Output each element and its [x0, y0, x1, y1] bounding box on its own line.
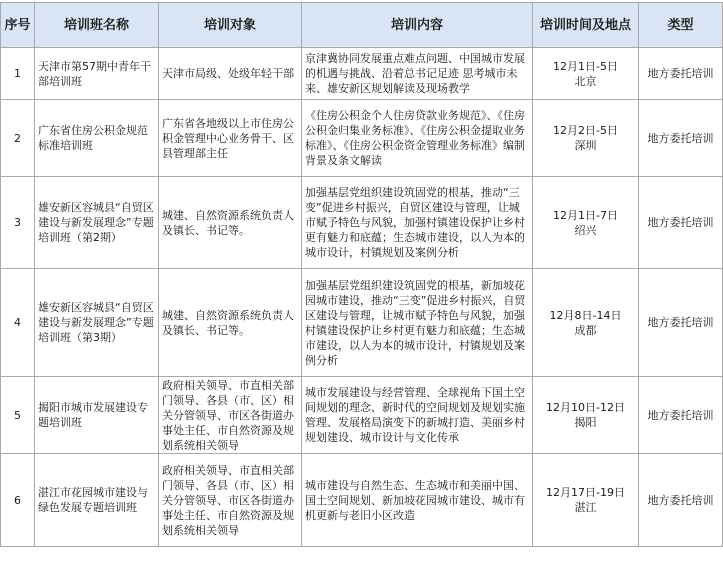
table-row — [1, 177, 723, 269]
cell-content: 城市建设与自然生态、生态城市和美丽中国、国土空间规划、新加坡花园城市建设、城市有机更新与老旧小区改造 — [302, 454, 533, 547]
cell-class-name: 广东省住房公积金规范标准培训班 — [35, 100, 159, 177]
cell-no: 2 — [1, 100, 35, 177]
cell-target: 广东省各地级以上市住房公积金管理中心业务骨干、区县管理部主任 — [159, 100, 302, 177]
training-schedule-table — [0, 2, 723, 547]
cell-type: 地方委托培训 — [639, 377, 723, 454]
cell-type: 地方委托培训 — [639, 177, 723, 269]
cell-content: 城市发展建设与经营管理、全球视角下国土空间规划的理念、新时代的空间规划及规划实施管理、发展格局演变下的新城打造、美丽乡村规划建设、城市设计与文化传承 — [302, 377, 533, 454]
cell-no: 3 — [1, 177, 35, 269]
cell-time-place — [533, 177, 639, 269]
cell-no: 6 — [1, 454, 35, 547]
header-type: 类型 — [639, 3, 723, 48]
cell-content: 加强基层党组织建设筑固党的根基，推动“三变”促进乡村振兴，自贸区建设与管理，让城市赋予特色与风貌，加强村镇建设保护让乡村更有魅力和底蕴；生态城市建设，以人为本的城市设计，村镇规划及案例分析 — [302, 177, 533, 269]
cell-place: 深圳 — [574, 139, 597, 152]
cell-time-place — [533, 100, 639, 177]
cell-target: 天津市局级、处级年轻干部 — [159, 48, 302, 100]
cell-place: 北京 — [574, 74, 597, 88]
cell-date: 12月10日-12日 — [546, 401, 625, 414]
header-time-place: 培训时间及地点 — [533, 3, 639, 48]
header-class-name: 培训班名称 — [35, 3, 159, 48]
cell-content: 《住房公积金个人住房贷款业务规范》、《住房公积金归集业务标准》、《住房公积金提取业务标准》、《住房公积金资金管理业务标准》编制背景及条文解读 — [302, 100, 533, 177]
cell-class-name: 雄安新区容城县“自贸区建设与新发展理念”专题培训班（第3期） — [35, 269, 159, 377]
cell-content: 加强基层党组织建设筑固党的根基，新加坡花园城市建设，推动“三变”促进乡村振兴，自贸区建设与管理，让城市赋予特色与风貌，加强村镇建设保护让乡村更有魅力和底蕴；生态城市建设，以人为本的城市设计，村镇规划及案例分析 — [302, 269, 533, 377]
table-row — [1, 377, 723, 454]
cell-time-place — [533, 269, 639, 377]
cell-date: 12月1日-5日 — [553, 59, 618, 73]
cell-place: 成都 — [574, 323, 597, 337]
table-row — [1, 454, 723, 547]
cell-content: 京津冀协同发展重点难点问题、中国城市发展的机遇与挑战、沿着总书记足迹 思考城市未来、雄安新区规划解读及现场教学 — [302, 48, 533, 100]
cell-type: 地方委托培训 — [639, 269, 723, 377]
cell-place: 揭阳 — [574, 416, 597, 429]
table-row — [1, 48, 723, 100]
cell-target: 政府相关领导、市直相关部门领导、各县（市、区）相关分管领导、市区各街道办事处主任、市自然资源及规划系统相关领导 — [159, 454, 302, 547]
header-target: 培训对象 — [159, 3, 302, 48]
cell-place: 湛江 — [574, 501, 597, 514]
cell-target: 城建、自然资源系统负责人及镇长、书记等。 — [159, 269, 302, 377]
cell-target: 城建、自然资源系统负责人及镇长、书记等。 — [159, 177, 302, 269]
cell-class-name: 湛江市花园城市建设与绿色发展专题培训班 — [35, 454, 159, 547]
cell-type: 地方委托培训 — [639, 48, 723, 100]
cell-time-place — [533, 377, 639, 454]
cell-no: 4 — [1, 269, 35, 377]
table-row — [1, 269, 723, 377]
table-header-row — [1, 3, 723, 48]
cell-no: 1 — [1, 48, 35, 100]
table-row — [1, 100, 723, 177]
cell-target: 政府相关领导、市直相关部门领导、各县（市、区）相关分管领导、市区各街道办事处主任、市自然资源及规划系统相关领导 — [159, 377, 302, 454]
cell-no: 5 — [1, 377, 35, 454]
header-content: 培训内容 — [302, 3, 533, 48]
cell-class-name: 揭阳市城市发展建设专题培训班 — [35, 377, 159, 454]
cell-date: 12月1日-7日 — [553, 208, 618, 222]
cell-class-name: 天津市第57期中青年干部培训班 — [35, 48, 159, 100]
cell-date: 12月17日-19日 — [546, 486, 625, 499]
cell-time-place — [533, 454, 639, 547]
cell-date: 12月2日-5日 — [553, 124, 618, 137]
cell-type: 地方委托培训 — [639, 454, 723, 547]
cell-date: 12月8日-14日 — [549, 308, 622, 322]
cell-class-name: 雄安新区容城县“自贸区建设与新发展理念”专题培训班（第2期） — [35, 177, 159, 269]
cell-time-place — [533, 48, 639, 100]
header-no: 序号 — [1, 3, 35, 48]
cell-type: 地方委托培训 — [639, 100, 723, 177]
cell-place: 绍兴 — [574, 223, 597, 237]
